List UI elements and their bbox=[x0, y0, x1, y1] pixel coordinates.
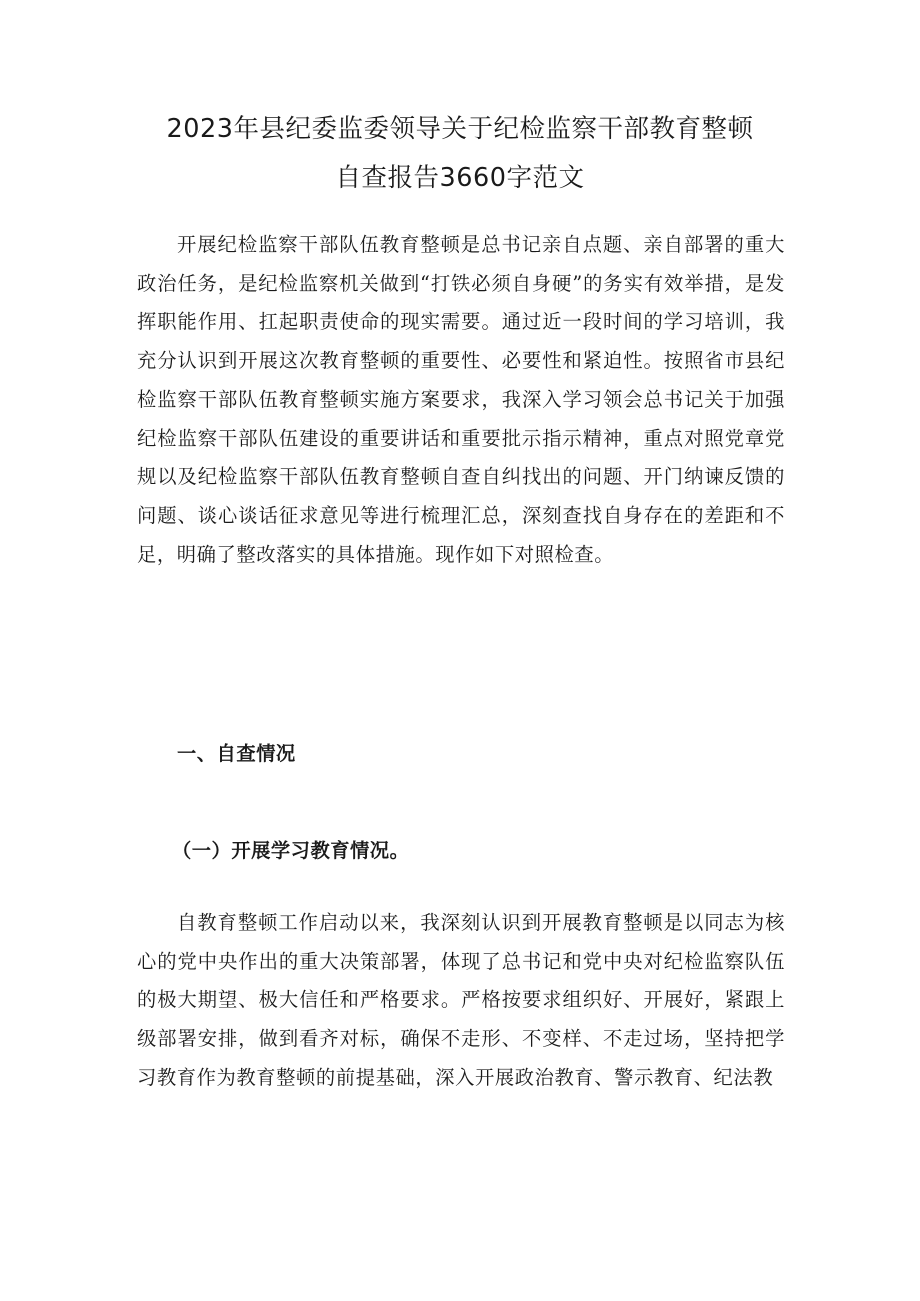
section-heading: 一、自查情况 bbox=[177, 742, 296, 765]
document-title-line-2: 自查报告3660字范文 bbox=[335, 163, 585, 193]
intro-paragraph: 开展纪检监察干部队伍教育整顿是总书记亲自点题、亲自部署的重大政治任务，是纪检监察机关做到“打铁必须自身硬”的务实有效举措，是发挥职能作用、扛起职责使命的现实需要。通过近一段时间的学习培训，我充分认识到开展这次教育整顿的重要性、必要性和紧迫性。按照省市县纪检监察干部队伍教育整顿实施方案要求，我深入学习领会总书记关于加强纪检监察干部队伍建设的重要讲话和重要批示指示精神，重点对照党章党规以及纪检监察干部队伍教育整顿自查自纠找出的问题、开门纳谏反馈的问题、谈心谈话征求意见等进行梳理汇总，深刻查找自身存在的差距和不足，明确了整改落实的具体措施。现作如下对照检查。 bbox=[137, 233, 785, 566]
subsection-heading: （一）开展学习教育情况。 bbox=[172, 839, 410, 862]
subsection-paragraph: 自教育整顿工作启动以来，我深刻认识到开展教育整顿是以同志为核心的党中央作出的重大决策部署，体现了总书记和党中央对纪检监察队伍的极大期望、极大信任和严格要求。严格按要求组织好、开展好，紧跟上级部署安排，做到看齐对标，确保不走形、不变样、不走过场，坚持把学习教育作为教育整顿的前提基础，深入开展政治教育、警示教育、纪法教 bbox=[137, 911, 785, 1089]
document-title-line-1: 2023年县纪委监委领导关于纪检监察干部教育整顿 bbox=[166, 114, 754, 144]
